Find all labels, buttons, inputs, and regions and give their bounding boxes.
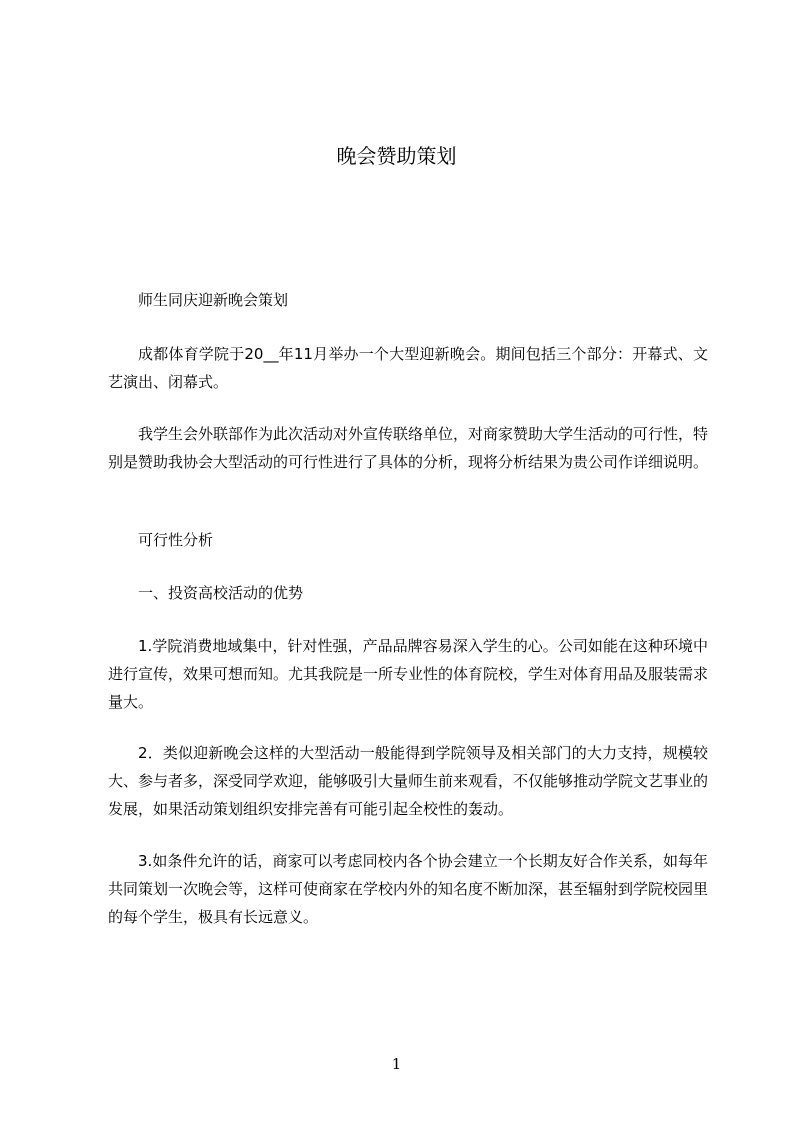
advantage-point-1: 1.学院消费地域集中，针对性强，产品品牌容易深入学生的心。公司如能在这种环境中进行宣传，效果可想而知。尤其我院是一所专业性的体育院校，学生对体育用品及服装需求量大。: [108, 637, 709, 711]
page-title: 晚会赞助策划: [336, 144, 457, 168]
event-subtitle: 师生同庆迎新晚会策划: [138, 291, 289, 309]
advantage-point-2: 2．类似迎新晚会这样的大型活动一般能得到学院领导及相关部门的大力支持，规模较大、参与者多，深受同学欢迎，能够吸引大量师生前来观看，不仅能够推动学院文艺事业的发展，如果活动策划组织安排完善有可能引起全校性的轰动。: [108, 744, 709, 818]
purpose-paragraph: 我学生会外联部作为此次活动对外宣传联络单位，对商家赞助大学生活动的可行性，特别是赞助我协会大型活动的可行性进行了具体的分析，现将分析结果为贵公司作详细说明。: [108, 425, 709, 471]
advantage-point-3: 3.如条件允许的话，商家可以考虑同校内各个协会建立一个长期友好合作关系，如每年共同策划一次晚会等，这样可使商家在学校内外的知名度不断加深，甚至辐射到学院校园里的每个学生，极具有长远意义。: [108, 852, 709, 926]
intro-paragraph: 成都体育学院于20__年11月举办一个大型迎新晚会。期间包括三个部分：开幕式、文艺演出、闭幕式。: [108, 345, 708, 391]
feasibility-heading: 可行性分析: [138, 531, 214, 549]
page-number: 1: [391, 1055, 402, 1073]
section-one-heading: 一、投资高校活动的优势: [138, 584, 304, 602]
